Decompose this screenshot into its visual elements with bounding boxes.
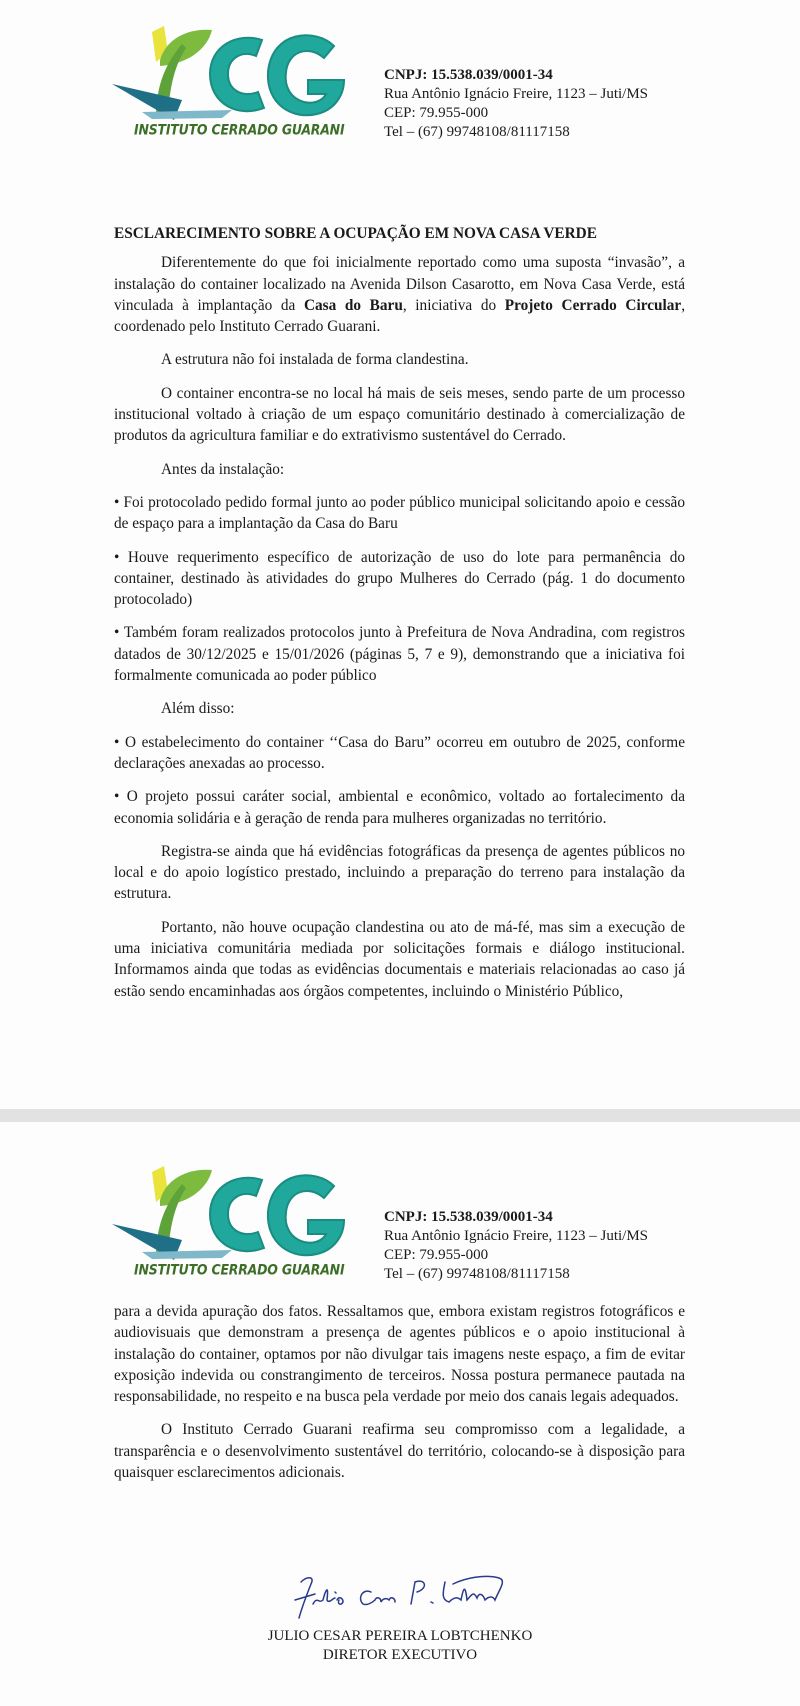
bullet-item: • Foi protocolado pedido formal junto ao poder público municipal solicitando apoio e cessão de espaço para a implantação da Casa do Baru (114, 493, 685, 533)
document-page-2 (0, 1122, 800, 1706)
bullet-item: • O projeto possui caráter social, ambiental e econômico, voltado ao fortalecimento da economia solidária e à geração de renda para mulheres organizadas no território. (114, 788, 685, 827)
paragraph-conclusion: Portanto, não houve ocupação clandestina ou ato de má-fé, mas sim a execução de uma iniciativa comunitária mediada por solicitações formais e diálogo institucional. Informamos ainda que todas as evidências documentais e materiais relacionadas ao caso já estão sendo encaminhadas aos órgãos competentes, incluindo o Ministério Público, (114, 918, 685, 1000)
cg-logo-icon (112, 1162, 347, 1262)
p1-text-1: Diferentemente do que foi inicialmente reportado como uma suposta “invasão”, a instalação do container localizado na Avenida Dilson Casarotto, em Nova Casa Verde, está vinculada à implantação da (114, 254, 685, 314)
signatory-role: DIRETOR EXECUTIVO (322, 1647, 478, 1663)
address: Rua Antônio Ignácio Freire, 1123 – Juti/MS (384, 86, 649, 102)
p1-bold-casa-do-baru: Casa do Baru (303, 296, 403, 314)
cep: CEP: 79.955-000 (384, 1247, 489, 1263)
cnpj: CNPJ: 15.538.039/0001-34 (384, 1209, 553, 1225)
page-separator (0, 1109, 800, 1122)
paragraph-not-clandestine: A estrutura não foi instalada de forma clandestina. (161, 351, 469, 369)
document-body-page-1 (114, 223, 685, 1014)
bullet-item: • O estabelecimento do container ‘‘Casa do Baru” ocorreu em outubro de 2025, conforme declarações anexadas ao processo. (114, 733, 685, 772)
address: Rua Antônio Ignácio Freire, 1123 – Juti/MS (384, 1228, 649, 1244)
paragraph-before-installation: Antes da instalação: (161, 460, 285, 478)
institute-logo (112, 22, 347, 142)
logo-text: INSTITUTO CERRADO GUARANI (134, 1260, 345, 1279)
header-contact-info (384, 1208, 648, 1284)
header-contact-info (384, 66, 648, 142)
signatory-name: JULIO CESAR PEREIRA LOBTCHENKO (267, 1628, 533, 1644)
paragraph-evidence: Registra-se ainda que há evidências fotográficas da presença de agentes públicos no local e do apoio logístico prestado, incluindo a preparação do terreno para instalação da estrutura. (114, 842, 685, 903)
bullet-item: • Houve requerimento específico de autorização de uso do lote para permanência do container, destinado às atividades do grupo Mulheres do Cerrado (pág. 1 do documento protocolado) (114, 548, 685, 609)
paragraph-commitment: O Instituto Cerrado Guarani reafirma seu compromisso com a legalidade, a transparência e o desenvolvimento sustentável do território, colocando-se à disposição para quaisquer esclarecimentos adicionais. (114, 1421, 685, 1482)
paragraph-container-location: O container encontra-se no local há mais de seis meses, sendo parte de um processo institucional voltado à criação de um espaço comunitário destinado à comercialização de produtos da agricultura familiar e do extrativismo sustentável do Cerrado. (114, 384, 685, 445)
cg-logo-icon (112, 22, 347, 122)
p1-bold-projeto: Projeto Cerrado Circular (504, 296, 682, 314)
cnpj: CNPJ: 15.538.039/0001-34 (384, 67, 553, 83)
phone: Tel – (67) 99748108/81117158 (384, 1266, 570, 1282)
signature-block (0, 1570, 800, 1665)
paragraph-furthermore: Além disso: (161, 700, 235, 718)
p1-text-3: , coordenado pelo Instituto Cerrado Guarani. (114, 296, 686, 336)
document-body-page-2 (114, 1301, 685, 1495)
p1-text-2: , iniciativa do (402, 296, 505, 314)
handwritten-signature-icon (285, 1570, 515, 1625)
bullet-item: • Também foram realizados protocolos junto à Prefeitura de Nova Andradina, com registros datados de 30/12/2025 e 15/01/2026 (páginas 5, 7 e 9), demonstrando que a iniciativa foi formalmente comunicada ao poder público (114, 624, 685, 685)
cep: CEP: 79.955-000 (384, 105, 489, 121)
institute-logo (112, 1162, 347, 1282)
phone: Tel – (67) 99748108/81117158 (384, 124, 570, 140)
paragraph-intro (114, 252, 685, 337)
logo-text: INSTITUTO CERRADO GUARANI (134, 120, 345, 139)
document-title: ESCLARECIMENTO SOBRE A OCUPAÇÃO EM NOVA CASA VERDE (114, 225, 597, 242)
paragraph-continuation: para a devida apuração dos fatos. Ressaltamos que, embora existam registros fotográficos e audiovisuais que demonstram a presença de agentes públicos e o apoio institucional à instalação do container, optamos por não divulgar tais imagens neste espaço, a fim de evitar exposição indevida ou constrangimento de terceiros. Nossa postura permanece pautada na responsabilidade, no respeito e na busca pela verdade por meio dos canais legais adequados. (114, 1303, 685, 1406)
